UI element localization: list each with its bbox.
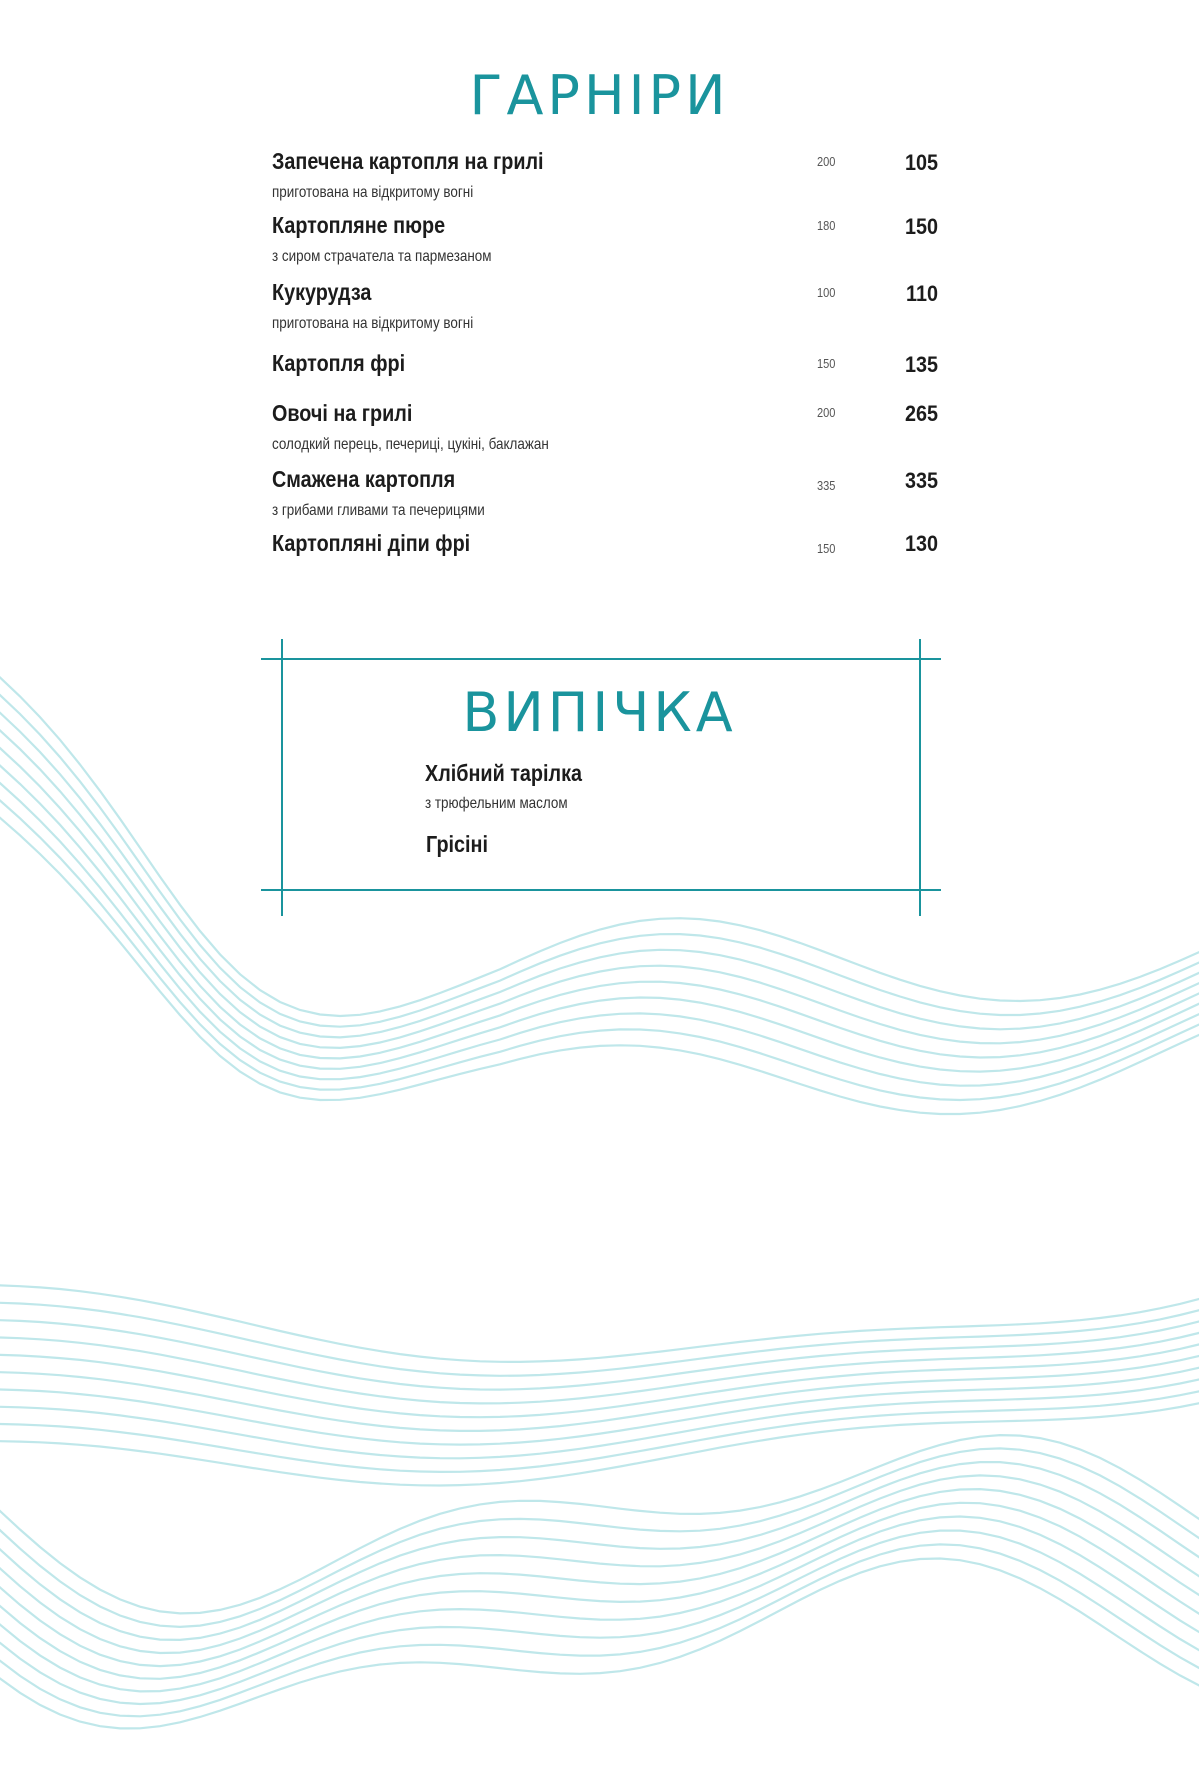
item-name: Хлібний тарілка [425,760,582,786]
item-description: з грибами гливами та печерицями [272,502,485,519]
item-price: 130 [904,531,938,556]
item-name: Картопляні діпи фрі [272,530,471,556]
item-description: з сиром страчатела та пармезаном [272,248,492,265]
item-description: з трюфельним маслом [425,795,568,812]
item-price: 150 [904,214,938,239]
frame-top-line [261,658,941,660]
item-price: 110 [906,281,938,306]
wave-band-middle [0,1285,1199,1485]
item-price: 135 [904,352,938,377]
item-weight: 200 [817,154,836,169]
item-weight: 180 [817,218,836,233]
wave-band-lower [0,1435,1199,1728]
wave-line [0,1399,1199,1486]
item-price: 265 [904,401,938,426]
item-description: приготована на відкритому вогні [272,184,474,201]
wave-line [0,1559,1199,1729]
item-name: Овочі на грилі [272,400,413,426]
wave-line [0,1285,1199,1362]
item-name: Кукурудза [272,279,372,305]
wave-line [0,1374,1199,1458]
wave-line [0,1303,1199,1376]
item-description: солодкий перець, печериці, цукіні, баклажан [272,436,549,453]
pastry-title: ВИПІЧКА [462,681,737,744]
item-weight: 200 [817,405,836,420]
sides-title: ГАРНІРИ [469,64,730,127]
item-weight: 150 [817,356,836,371]
item-weight: 150 [817,541,836,556]
item-name: Картопля фрі [272,350,406,376]
item-name: Грісіні [426,831,488,857]
item-price: 105 [904,150,938,175]
item-name: Смажена картопля [272,466,456,492]
item-name: Запечена картопля на грилі [272,148,544,174]
item-price: 335 [904,468,938,493]
wave-line [0,1544,1199,1716]
item-description: приготована на відкритому вогні [272,315,474,332]
item-weight: 100 [817,285,836,300]
item-name: Картопляне пюре [272,212,446,238]
item-weight: 335 [817,478,836,493]
wave-line [0,1351,1199,1431]
frame-bottom-line [261,889,941,891]
